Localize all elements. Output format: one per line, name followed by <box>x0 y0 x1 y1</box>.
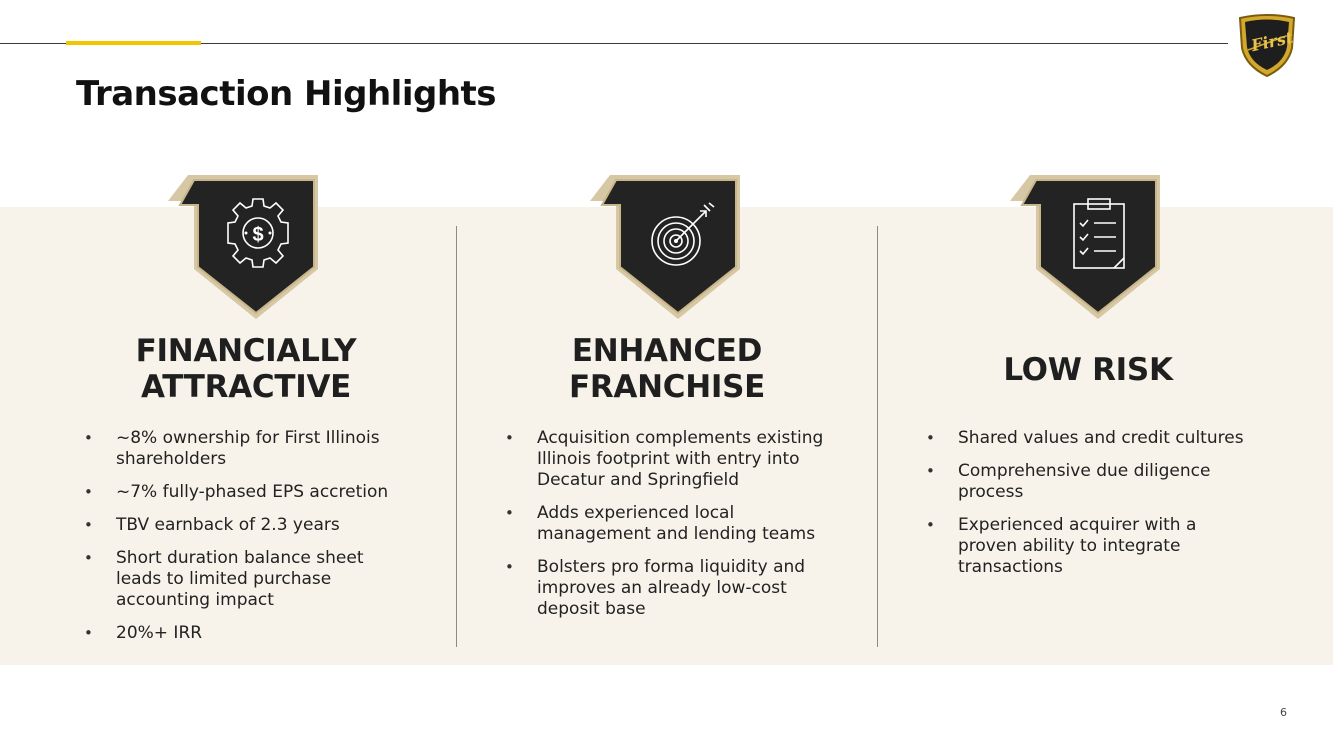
heading-line: ENHANCED <box>571 333 763 369</box>
list-item: • ~7% fully-phased EPS accretion <box>83 482 413 503</box>
column-heading <box>96 333 396 405</box>
bullet-list <box>504 428 834 632</box>
list-item: • Bolsters pro forma liquidity and improves an already low-cost deposit base <box>504 557 834 620</box>
title-accent-bar <box>66 41 201 45</box>
heading-line: FRANCHISE <box>568 369 765 405</box>
bullet-list <box>83 428 413 656</box>
column-divider <box>456 226 457 647</box>
column-divider <box>877 226 878 647</box>
list-item: • TBV earnback of 2.3 years <box>83 515 413 536</box>
list-item: • Adds experienced local management and lending teams <box>504 503 834 545</box>
column-heading <box>938 352 1238 388</box>
heading-line: FINANCIALLY <box>135 333 357 369</box>
bullet-list <box>925 428 1255 590</box>
list-item: • ~8% ownership for First Illinois shareholders <box>83 428 413 470</box>
column-heading <box>517 333 817 405</box>
page-title: Transaction Highlights <box>76 74 497 114</box>
logo-text: First <box>1249 27 1295 56</box>
list-item: • Acquisition complements existing Illinois footprint with entry into Decatur and Springfield <box>504 428 834 491</box>
target-arrow-icon <box>588 171 744 321</box>
list-item: • Comprehensive due diligence process <box>925 461 1255 503</box>
clipboard-checklist-icon <box>1008 171 1164 321</box>
heading-line: ATTRACTIVE <box>140 369 352 405</box>
heading-line: LOW RISK <box>1003 352 1173 388</box>
svg-text:$: $ <box>252 224 264 246</box>
list-item: • 20%+ IRR <box>83 623 413 644</box>
list-item: • Shared values and credit cultures <box>925 428 1255 449</box>
first-shield-logo-icon <box>1236 14 1298 78</box>
page-number: 6 <box>1280 706 1287 719</box>
list-item: • Short duration balance sheet leads to limited purchase accounting impact <box>83 548 413 611</box>
gear-dollar-icon <box>166 171 322 321</box>
list-item: • Experienced acquirer with a proven ability to integrate transactions <box>925 515 1255 578</box>
